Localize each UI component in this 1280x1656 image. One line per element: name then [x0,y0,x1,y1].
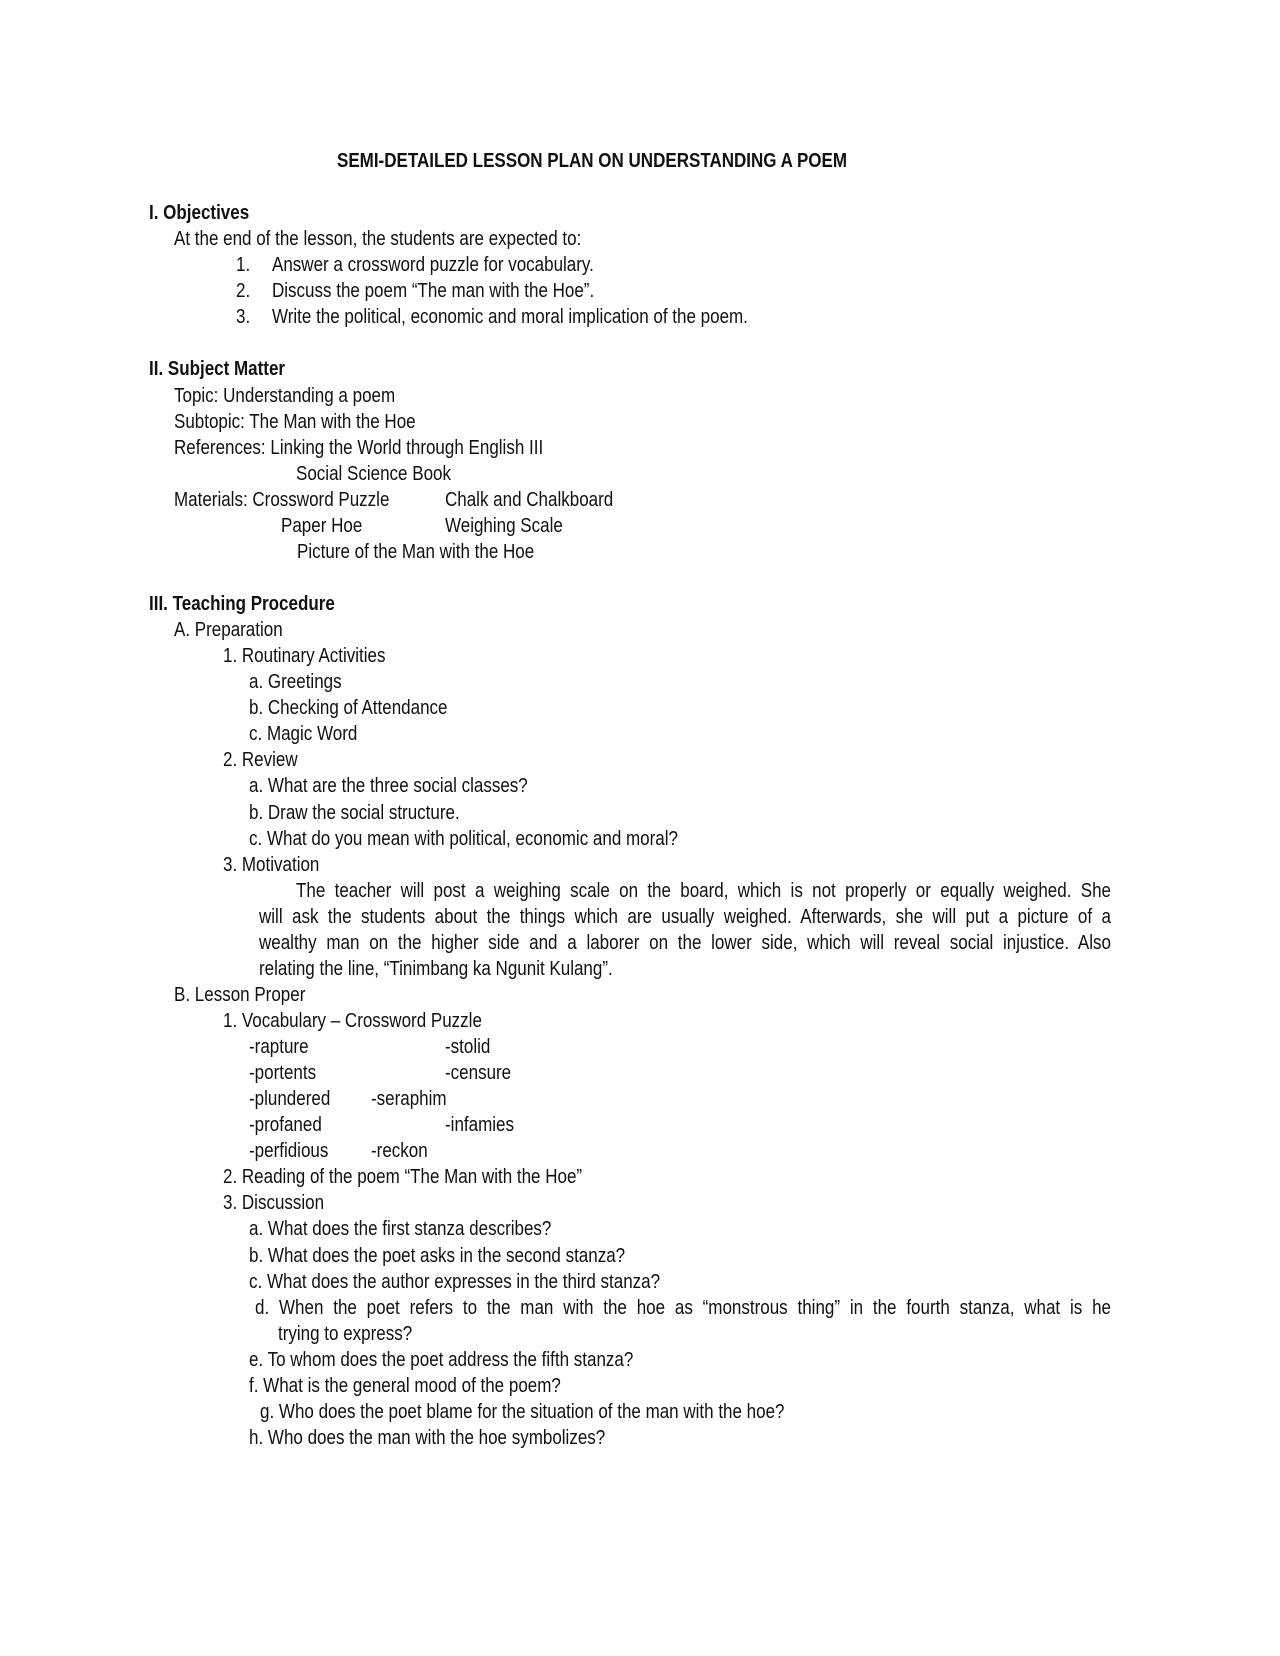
objective-number: 1. [236,254,251,277]
procedure-heading: III. Teaching Procedure [149,593,335,616]
subtopic: Subtopic: The Man with the Hoe [174,410,416,433]
objective-number: 3. [236,306,251,329]
motivation-paragraph-line: relating the line, “Tinimbang ka Ngunit Kulang”. [259,957,613,980]
motivation-paragraph-line: wealthy man on the higher side and a laborer on the lower side, which will reveal social injustice. Also [259,931,1111,954]
question: e. To whom does the poet address the fifth stanza? [249,1348,634,1371]
reading: 2. Reading of the poem “The Man with the Hoe” [223,1166,583,1189]
material-item: Chalk and Chalkboard [445,488,614,511]
vocab-word: -profaned [249,1114,322,1137]
material-item: Weighing Scale [445,514,563,537]
references: References: Linking the World through English III [174,436,544,459]
objectives-heading: I. Objectives [149,202,250,225]
list-item: c. What do you mean with political, economic and moral? [249,827,678,850]
vocab-word: -rapture [249,1036,309,1059]
question: f. What is the general mood of the poem? [249,1374,561,1397]
motivation-paragraph-line: will ask the students about the things which are usually weighed. Afterwards, she will put a picture of a [259,905,1111,928]
vocabulary: 1. Vocabulary – Crossword Puzzle [223,1009,482,1032]
vocab-word: -infamies [445,1114,514,1137]
objective-item: Discuss the poem “The man with the Hoe”. [272,280,595,303]
document-title: SEMI-DETAILED LESSON PLAN ON UNDERSTANDING A POEM [337,150,848,172]
vocab-word: -stolid [445,1036,491,1059]
routinary-activities: 1. Routinary Activities [223,645,386,668]
question: d. When the poet refers to the man with the hoe as “monstrous thing” in the fourth stanza, what is he [255,1296,1111,1319]
objective-item: Answer a crossword puzzle for vocabulary. [272,254,594,277]
topic: Topic: Understanding a poem [174,384,396,407]
discussion: 3. Discussion [223,1192,325,1215]
motivation-paragraph-line: The teacher will post a weighing scale on the board, which is not properly or equally weighed. She [296,879,1111,902]
list-item: a. Greetings [249,671,342,694]
vocab-word: -reckon [371,1140,428,1163]
question: h. Who does the man with the hoe symbolizes? [249,1426,606,1449]
subject-matter-heading: II. Subject Matter [149,358,286,381]
objectives-intro: At the end of the lesson, the students are expected to: [174,228,582,251]
motivation: 3. Motivation [223,853,320,876]
list-item: b. Checking of Attendance [249,697,448,720]
question: b. What does the poet asks in the second stanza? [249,1244,626,1267]
vocab-word: -plundered [249,1088,331,1111]
list-item: c. Magic Word [249,723,358,746]
list-item: b. Draw the social structure. [249,801,460,824]
section-a: A. Preparation [174,619,283,642]
vocab-word: -perfidious [249,1140,329,1163]
objective-number: 2. [236,280,251,303]
vocab-word: -seraphim [371,1088,447,1111]
references-2: Social Science Book [296,462,451,485]
objective-item: Write the political, economic and moral implication of the poem. [272,306,748,329]
review: 2. Review [223,749,298,772]
question: a. What does the first stanza describes? [249,1218,552,1241]
materials: Materials: Crossword Puzzle [174,488,390,511]
material-item: Picture of the Man with the Hoe [297,540,535,563]
vocab-word: -portents [249,1062,317,1085]
question: g. Who does the poet blame for the situation of the man with the hoe? [260,1400,785,1423]
material-item: Paper Hoe [281,514,363,537]
section-b: B. Lesson Proper [174,983,306,1006]
question: c. What does the author expresses in the third stanza? [249,1270,661,1293]
list-item: a. What are the three social classes? [249,775,528,798]
vocab-word: -censure [445,1062,512,1085]
question-continuation: trying to express? [278,1322,413,1345]
